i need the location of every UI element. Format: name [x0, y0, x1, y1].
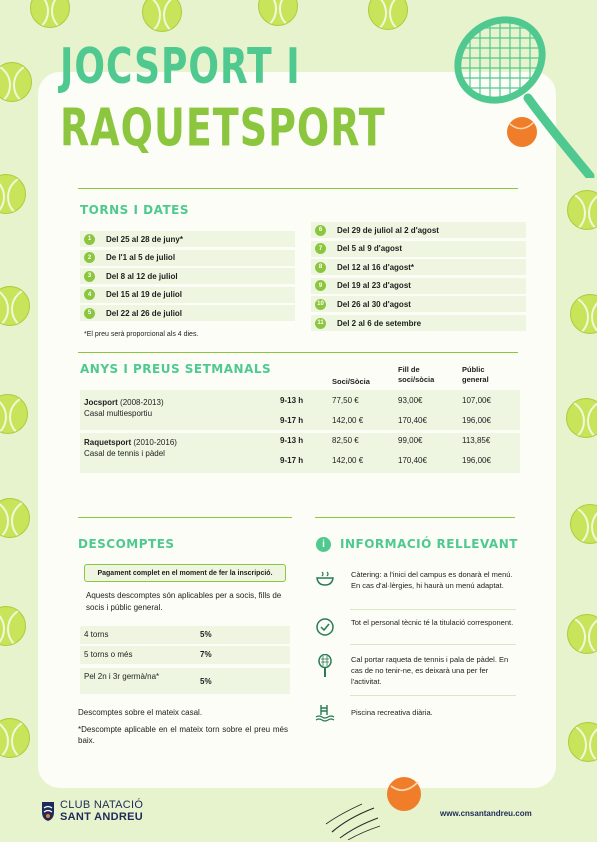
info-item: [315, 617, 515, 641]
discount-value: 7%: [200, 650, 212, 659]
tennis-racket-icon: [440, 8, 597, 178]
turn-number: 2: [84, 252, 95, 263]
title-line-1: JOCSPORT I: [60, 40, 301, 96]
turn-number: 6: [315, 225, 326, 236]
price-public: 196,00€: [462, 416, 491, 425]
club-crest-icon: [40, 800, 56, 822]
turn-dates: Del 2 al 6 de setembre: [337, 318, 422, 328]
turn-item: [311, 278, 526, 294]
turn-number: 5: [84, 308, 95, 319]
turn-dates: Del 19 al 23 d'agost: [337, 281, 411, 291]
orange-tennis-ball-motion-icon: [318, 760, 448, 840]
club-name-line1: CLUB NATACIÓ: [60, 799, 144, 811]
price-public: 113,85€: [462, 436, 491, 445]
price-hours: 9-17 h: [280, 416, 304, 425]
title-line-2: RAQUETSPORT: [60, 98, 386, 158]
turn-item: [311, 296, 526, 312]
discounts-note-1: Descomptes sobre el mateix casal.: [78, 708, 203, 717]
course-name: Raquetsport (2010-2016) Casal de tennis i pàdel: [84, 438, 177, 458]
turn-item: [311, 259, 526, 275]
price-row: [80, 413, 520, 429]
price-row: [80, 453, 520, 469]
turn-number: 9: [315, 280, 326, 291]
tennis-ball-icon: [0, 394, 28, 434]
turn-number: 1: [84, 234, 95, 245]
section-title-turns: TORNS I DATES: [80, 203, 189, 217]
divider: [78, 352, 518, 353]
tennis-ball-icon: [30, 0, 70, 28]
info-icon: i: [316, 537, 331, 552]
payment-banner: Pagament complet en el moment de fer la inscripció.: [84, 564, 286, 582]
turn-number: 8: [315, 262, 326, 273]
tennis-ball-icon: [567, 190, 597, 230]
turn-number: 3: [84, 271, 95, 282]
tennis-ball-icon: [570, 294, 597, 334]
tennis-ball-icon: [0, 286, 30, 326]
discount-value: 5%: [200, 630, 212, 639]
pool-icon: [315, 703, 335, 723]
price-soci: 142,00 €: [332, 416, 364, 425]
turns-note: *El preu serà proporcional als 4 dies.: [84, 331, 199, 338]
turn-dates: De l'1 al 5 de juliol: [106, 253, 176, 262]
divider: [78, 188, 518, 189]
price-soci: 142,00 €: [332, 456, 364, 465]
price-hours: 9-13 h: [280, 396, 304, 405]
discount-label: 4 torns: [84, 630, 109, 639]
tennis-ball-icon: [0, 62, 32, 102]
info-text: Cal portar raqueta de tennis i pala de pàdel. En cas de no tenir-ne, es deixarà una per fer l'activitat.: [351, 655, 509, 686]
info-separator: [350, 609, 516, 610]
turn-dates: Del 29 de juliol al 2 d'agost: [337, 225, 439, 235]
turn-dates: Del 22 al 26 de juliol: [106, 308, 183, 318]
tennis-ball-icon: [368, 0, 408, 30]
discount-value: 5%: [200, 677, 212, 686]
bowl-icon: [315, 569, 335, 589]
discounts-note-2: *Descompte aplicable en el mateix torn sobre el preu més baix.: [78, 725, 288, 745]
price-soci: 77,50 €: [332, 396, 359, 405]
turn-dates: Del 12 al 16 d'agost*: [337, 262, 415, 272]
tennis-ball-icon: [0, 718, 30, 758]
tennis-ball-icon: [0, 174, 26, 214]
col-header-public: Públic general: [462, 365, 489, 384]
turn-number: 10: [315, 299, 326, 310]
turn-dates: Del 15 al 19 de juliol: [106, 290, 183, 299]
discount-label: 5 torns o més: [84, 650, 133, 659]
price-fill: 99,00€: [398, 436, 423, 445]
turn-item: [311, 222, 526, 238]
price-soci: 82,50 €: [332, 436, 359, 445]
turn-item: [80, 305, 295, 321]
tennis-ball-icon: [567, 614, 597, 654]
turn-number: 4: [84, 289, 95, 300]
course-name: Jocsport (2008-2013) Casal multiesportiu: [84, 398, 164, 418]
turn-number: 7: [315, 243, 326, 254]
tennis-ball-icon: [0, 498, 30, 538]
turn-dates: Del 8 al 12 de juliol: [106, 271, 178, 281]
turn-item: [311, 315, 526, 331]
price-row: [80, 393, 520, 409]
info-text: Piscina recreativa diària.: [351, 708, 433, 717]
discount-row: [80, 668, 290, 694]
discount-row: [80, 626, 290, 644]
price-hours: 9-13 h: [280, 436, 304, 445]
turn-item: [311, 241, 526, 257]
turn-number: 11: [315, 318, 326, 329]
discounts-intro: Aquests descomptes són aplicables per a socis, fills de socis i públic general.: [86, 591, 282, 612]
website-link[interactable]: www.cnsantandreu.com: [440, 809, 532, 818]
racket-icon: [315, 654, 335, 678]
discount-label: Pel 2n i 3r germà/na*: [84, 672, 160, 681]
club-logo[interactable]: [40, 799, 143, 823]
tennis-ball-icon: [258, 0, 298, 26]
col-header-soci: Soci/Sòcia: [332, 377, 370, 386]
price-public: 196,00€: [462, 456, 491, 465]
col-header-fill: Fill de soci/sòcia: [398, 365, 435, 384]
tennis-ball-icon: [570, 504, 597, 544]
tennis-ball-icon: [0, 606, 26, 646]
price-public: 107,00€: [462, 396, 491, 405]
info-separator: [350, 644, 516, 645]
discount-row: [80, 646, 290, 664]
turn-item: [80, 268, 295, 284]
section-title-info: INFORMACIÓ RELLEVANT: [340, 537, 518, 551]
section-title-discounts: DESCOMPTES: [78, 537, 175, 551]
info-text: Tot el personal tècnic té la titulació corresponent.: [351, 618, 514, 627]
turn-item: [80, 231, 295, 247]
info-item: [315, 703, 515, 723]
tennis-ball-icon: [568, 722, 597, 762]
turn-dates: Del 5 al 9 d'agost: [337, 244, 403, 254]
turn-dates: Del 25 al 28 de juny*: [106, 234, 183, 244]
info-text: Càtering: a l'inici del campus es donarà el menú. En cas d'al·lèrgies, hi haurà un menú adaptat.: [351, 570, 513, 590]
divider: [78, 517, 292, 518]
info-item: [315, 654, 515, 694]
section-title-prices: ANYS I PREUS SETMANALS: [80, 362, 272, 376]
info-item: [315, 569, 515, 609]
price-fill: 170,40€: [398, 416, 427, 425]
turn-dates: Del 26 al 30 d'agost: [337, 299, 411, 309]
info-separator: [350, 695, 516, 696]
turn-item: [80, 250, 295, 266]
turn-item: [80, 287, 295, 303]
divider: [315, 517, 515, 518]
price-fill: 93,00€: [398, 396, 423, 405]
price-fill: 170,40€: [398, 456, 427, 465]
club-name-line2: SANT ANDREU: [60, 811, 143, 823]
tennis-ball-icon: [142, 0, 182, 32]
check-circle-icon: [315, 617, 335, 637]
price-row: [80, 433, 520, 449]
price-hours: 9-17 h: [280, 456, 304, 465]
tennis-ball-icon: [566, 398, 597, 438]
